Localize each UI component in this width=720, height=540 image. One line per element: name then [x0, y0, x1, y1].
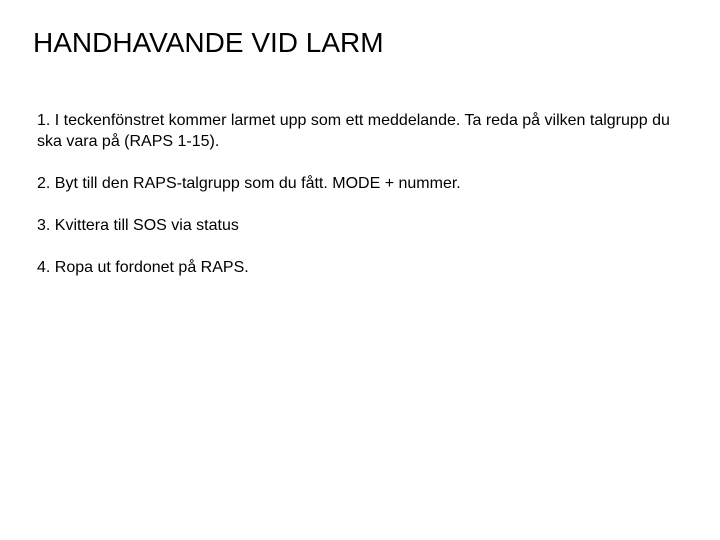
instruction-step-3: 3. Kvittera till SOS via status [37, 217, 239, 234]
instruction-list [37, 110, 677, 278]
instruction-step-1: 1. I teckenfönstret kommer larmet upp som ett meddelande. Ta reda på vilken talgrupp du ska vara på (RAPS 1-15). [37, 112, 670, 150]
instruction-step-4: 4. Ropa ut fordonet på RAPS. [37, 259, 249, 276]
slide-title: HANDHAVANDE VID LARM [33, 27, 384, 58]
instruction-step-2: 2. Byt till den RAPS-talgrupp som du fått. MODE + nummer. [37, 175, 461, 192]
